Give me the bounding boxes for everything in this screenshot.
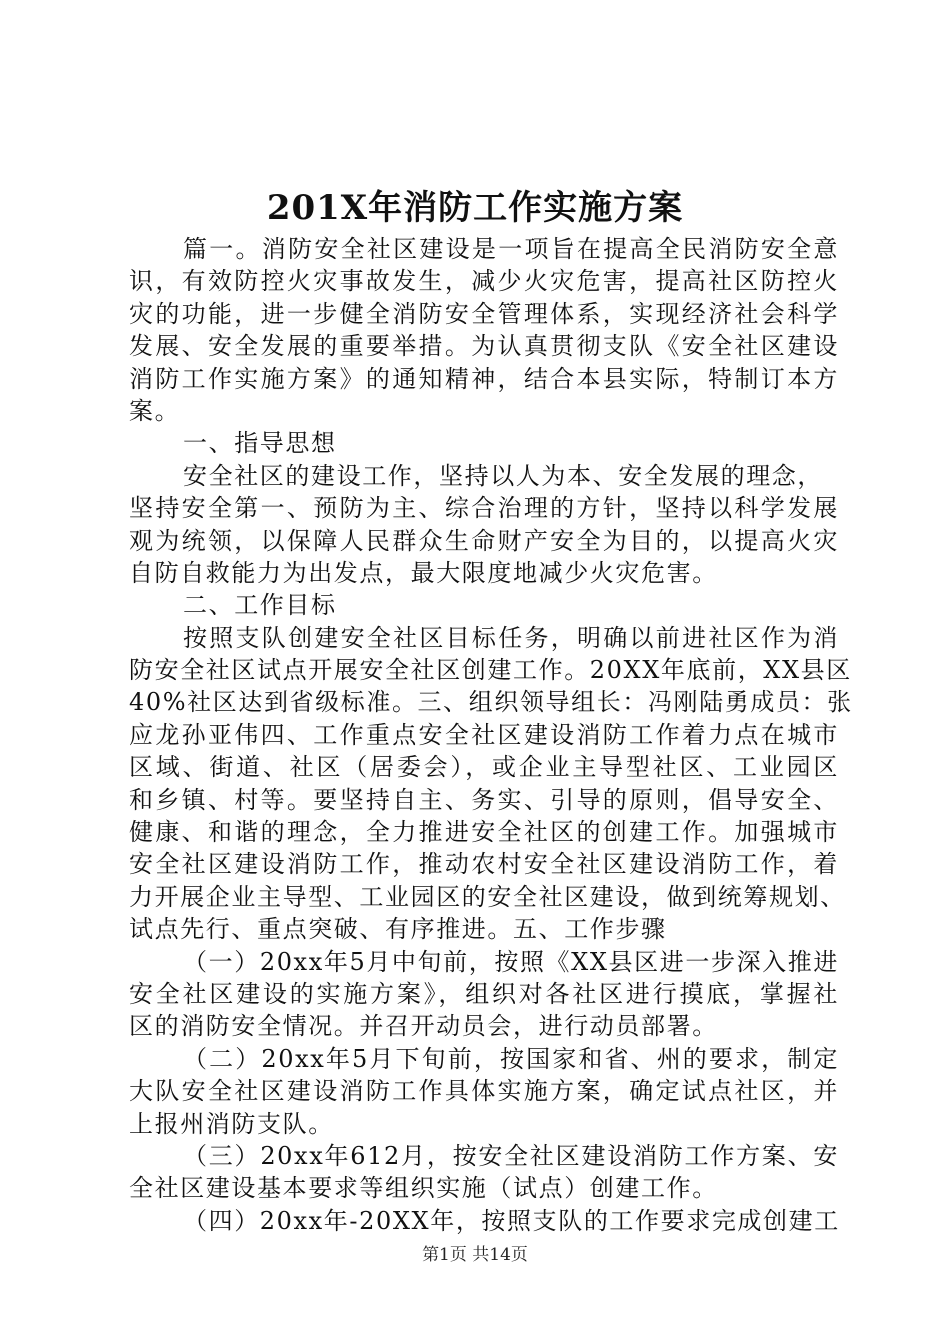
- text-line: 40%社区达到省级标准。三、组织领导组长：冯刚陆勇成员：张: [129, 688, 853, 717]
- page-number-footer: 第1页 共14页: [422, 1245, 528, 1265]
- text-line: 案。: [129, 396, 181, 425]
- text-line: 坚持安全第一、预防为主、综合治理的方针，坚持以科学发展: [129, 494, 839, 523]
- text-line: （三）20xx年612月，按安全社区建设消防工作方案、安: [183, 1141, 839, 1170]
- text-line: 防安全社区试点开展安全社区创建工作。20XX年底前，XX县区: [129, 656, 852, 685]
- text-line: （四）20xx年-20XX年，按照支队的工作要求完成创建工: [183, 1206, 840, 1235]
- text-line: 安全社区建设的实施方案》，组织对各社区进行摸底，掌握社: [129, 979, 839, 1008]
- text-line: 和乡镇、村等。要坚持自主、务实、引导的原则，倡导安全、: [129, 785, 839, 814]
- document-body: [129, 233, 853, 1237]
- text-line: 区域、街道、社区（居委会），或企业主导型社区、工业园区: [129, 753, 839, 782]
- text-line: 大队安全社区建设消防工作具体实施方案，确定试点社区，并: [129, 1077, 839, 1106]
- text-line: 发展、安全发展的重要举措。为认真贯彻支队《安全社区建设: [129, 332, 839, 361]
- text-line: 应龙孙亚伟四、工作重点安全社区建设消防工作着力点在城市: [129, 720, 839, 749]
- text-line: 全社区建设基本要求等组织实施（试点）创建工作。: [129, 1174, 718, 1203]
- text-line: （一）20xx年5月中旬前，按照《XX县区进一步深入推进: [183, 947, 839, 976]
- text-line: 力开展企业主导型、工业园区的安全社区建设，做到统筹规划、: [129, 882, 846, 911]
- text-line: 安全社区的建设工作，坚持以人为本、安全发展的理念，: [183, 461, 823, 490]
- text-line: 观为统领，以保障人民群众生命财产安全为目的，以提高火灾: [129, 526, 839, 555]
- text-line: （二）20xx年5月下旬前，按国家和省、州的要求，制定: [183, 1044, 839, 1073]
- text-line: 消防工作实施方案》的通知精神，结合本县实际，特制订本方: [129, 364, 839, 393]
- text-line: 篇一。消防安全社区建设是一项旨在提高全民消防安全意: [183, 235, 839, 263]
- text-line: 灾的功能，进一步健全消防安全管理体系，实现经济社会科学: [129, 299, 839, 328]
- document-title: 201X年消防工作实施方案: [266, 188, 684, 228]
- text-line: 健康、和谐的理念，全力推进安全社区的创建工作。加强城市: [129, 818, 839, 847]
- text-line: 安全社区建设消防工作，推动农村安全社区建设消防工作，着: [129, 850, 839, 879]
- text-line: 上报州消防支队。: [129, 1109, 334, 1138]
- section-heading: 二、工作目标: [183, 591, 337, 620]
- text-line: 按照支队创建安全社区目标任务，明确以前进社区作为消: [183, 623, 839, 652]
- text-line: 自防自救能力为出发点，最大限度地减少火灾危害。: [129, 558, 718, 587]
- text-line: 区的消防安全情况。并召开动员会，进行动员部署。: [129, 1012, 718, 1041]
- text-line: 识，有效防控火灾事故发生，减少火灾危害，提高社区防控火: [129, 267, 839, 296]
- text-line: 试点先行、重点突破、有序推进。五、工作步骤: [129, 915, 667, 944]
- section-heading: 一、指导思想: [183, 429, 337, 458]
